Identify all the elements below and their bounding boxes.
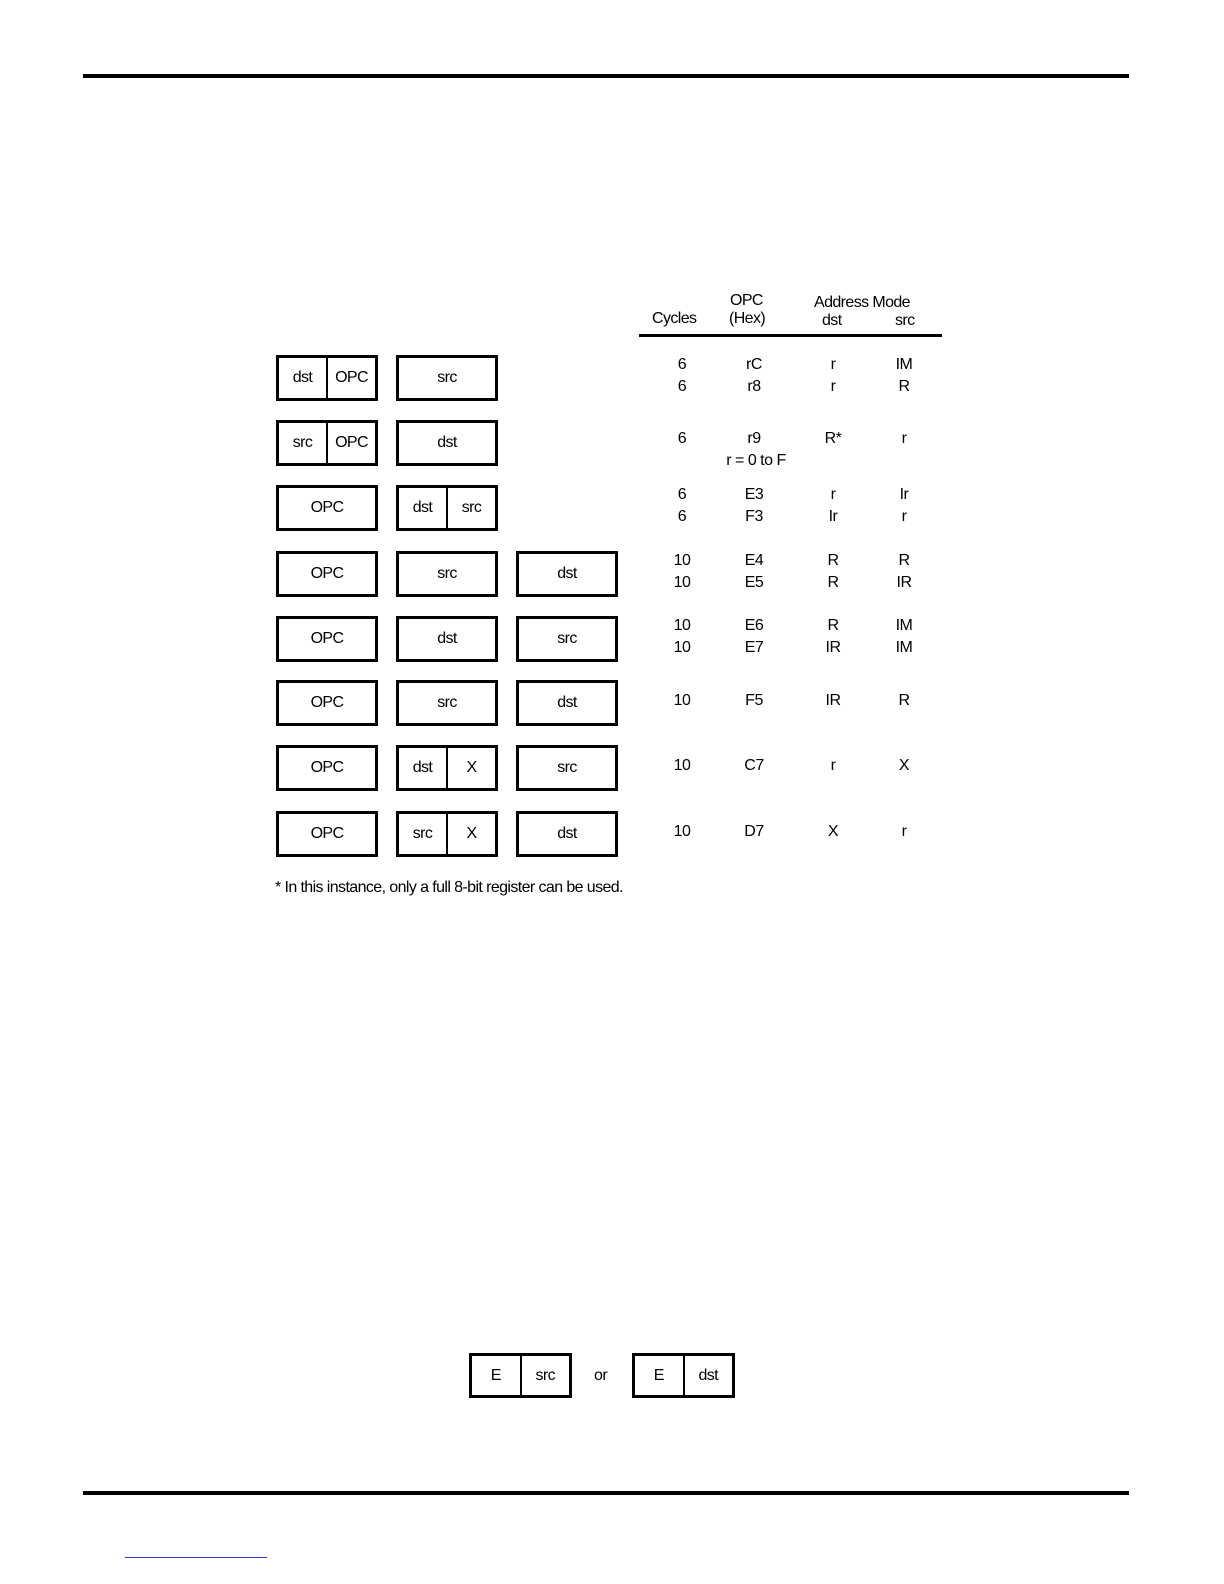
table-cell-dst: r <box>830 486 836 503</box>
format-box <box>276 355 378 401</box>
table-cell-dst: R <box>827 552 839 569</box>
table-cell-dst: Ir <box>828 508 838 525</box>
format-cell: OPC <box>310 694 344 711</box>
format-cell: src <box>412 825 433 842</box>
format-box <box>396 551 498 597</box>
table-cell-src: r <box>901 430 907 447</box>
format-cell: dst <box>557 565 577 582</box>
table-cell-cycles: 6 <box>677 378 687 395</box>
table-cell-cycles: 10 <box>673 692 691 709</box>
format-box <box>516 811 618 857</box>
format-box <box>276 485 378 531</box>
table-cell-src: IM <box>895 639 913 656</box>
format-box <box>516 680 618 726</box>
table-cell-src: Ir <box>899 486 909 503</box>
header-hex: (Hex) <box>729 310 766 327</box>
format-cell: dst <box>557 694 577 711</box>
format-cell-src: src <box>520 1356 570 1395</box>
footnote: * In this instance, only a full 8-bit register can be used. <box>275 879 623 896</box>
table-cell-src: IR <box>896 574 912 591</box>
format-box <box>276 420 378 466</box>
format-box <box>276 680 378 726</box>
format-box <box>396 485 498 531</box>
header-address-mode: Address Mode <box>814 294 910 311</box>
format-cell-e: E <box>653 1366 664 1384</box>
format-cell: dst <box>412 499 433 516</box>
table-cell-opc: E3 <box>744 486 764 503</box>
format-cell: dst <box>412 759 433 776</box>
format-cell: dst <box>557 825 577 842</box>
format-box <box>396 616 498 662</box>
table-cell-cycles: 6 <box>677 486 687 503</box>
table-cell-opc: E5 <box>744 574 764 591</box>
format-cell: X <box>446 748 495 788</box>
header-dst: dst <box>822 312 842 329</box>
table-cell-src: X <box>898 757 910 774</box>
table-cell-cycles: 10 <box>673 574 691 591</box>
format-box <box>396 355 498 401</box>
format-box <box>396 680 498 726</box>
format-box <box>516 616 618 662</box>
format-cell: OPC <box>310 630 344 647</box>
table-cell-dst: r <box>830 757 836 774</box>
format-cell: src <box>292 434 313 451</box>
table-cell-dst: R <box>827 574 839 591</box>
or-label: or <box>594 1367 608 1384</box>
format-cell: OPC <box>310 565 344 582</box>
header-src: src <box>895 312 915 329</box>
table-cell-dst: IR <box>825 639 841 656</box>
format-box <box>276 811 378 857</box>
table-cell-dst: X <box>827 823 839 840</box>
format-cell: dst <box>437 630 457 647</box>
table-cell-src: r <box>901 508 907 525</box>
format-cell: src <box>437 565 457 582</box>
format-cell: OPC <box>326 358 375 398</box>
table-cell-cycles: 10 <box>673 617 691 634</box>
extended-dst-format <box>632 1353 735 1398</box>
format-box <box>396 811 498 857</box>
table-cell-dst: r <box>830 378 836 395</box>
table-cell-opc: F5 <box>745 692 763 709</box>
table-cell-src: R <box>898 378 910 395</box>
table-cell-dst: IR <box>825 692 841 709</box>
table-cell-src: IM <box>895 356 913 373</box>
format-cell: src <box>446 488 495 528</box>
format-box <box>396 745 498 791</box>
table-cell-opc: rC <box>746 356 762 373</box>
table-cell-cycles: 6 <box>677 430 687 447</box>
format-box <box>276 551 378 597</box>
format-box <box>516 745 618 791</box>
bottom-rule <box>83 1491 1129 1495</box>
format-box <box>516 551 618 597</box>
table-cell-dst: r <box>830 356 836 373</box>
table-cell-cycles: 10 <box>673 823 691 840</box>
table-cell-opc: E4 <box>744 552 764 569</box>
table-cell-cycles: 10 <box>673 639 691 656</box>
format-cell: src <box>437 369 457 386</box>
table-cell-src: IM <box>895 617 913 634</box>
header-opc: OPC <box>730 292 763 309</box>
format-cell: OPC <box>310 759 344 776</box>
format-cell: X <box>446 814 495 854</box>
header-cycles: Cycles <box>652 310 697 327</box>
format-box <box>396 420 498 466</box>
table-cell-dst: R <box>827 617 839 634</box>
table-cell-opc: E7 <box>744 639 764 656</box>
format-cell: OPC <box>326 423 375 463</box>
top-rule <box>83 74 1129 78</box>
table-cell-src: R <box>898 552 910 569</box>
format-box <box>276 745 378 791</box>
table-cell-dst: R* <box>824 430 842 447</box>
table-cell-cycles: 10 <box>673 757 691 774</box>
footer-link-underline <box>125 1557 267 1558</box>
table-cell-cycles: 6 <box>677 356 687 373</box>
format-cell: dst <box>292 369 313 386</box>
format-box <box>276 616 378 662</box>
format-cell-e: E <box>490 1366 501 1384</box>
format-cell: src <box>557 759 577 776</box>
table-cell-opc: F3 <box>745 508 763 525</box>
table-cell-cycles: 6 <box>677 508 687 525</box>
table-cell-src: r <box>901 823 907 840</box>
table-cell-opc: E6 <box>744 617 764 634</box>
format-cell: src <box>557 630 577 647</box>
table-cell-src: R <box>898 692 910 709</box>
register-range-note: r = 0 to F <box>726 452 786 469</box>
table-cell-opc: D7 <box>744 823 764 840</box>
extended-src-format <box>469 1353 572 1398</box>
header-underline <box>639 334 942 337</box>
table-cell-opc: C7 <box>744 757 764 774</box>
table-cell-opc: r9 <box>747 430 761 447</box>
format-cell: OPC <box>310 499 344 516</box>
format-cell-dst: dst <box>683 1356 733 1395</box>
format-cell: OPC <box>310 825 344 842</box>
table-cell-cycles: 10 <box>673 552 691 569</box>
table-cell-opc: r8 <box>747 378 761 395</box>
format-cell: dst <box>437 434 457 451</box>
format-cell: src <box>437 694 457 711</box>
